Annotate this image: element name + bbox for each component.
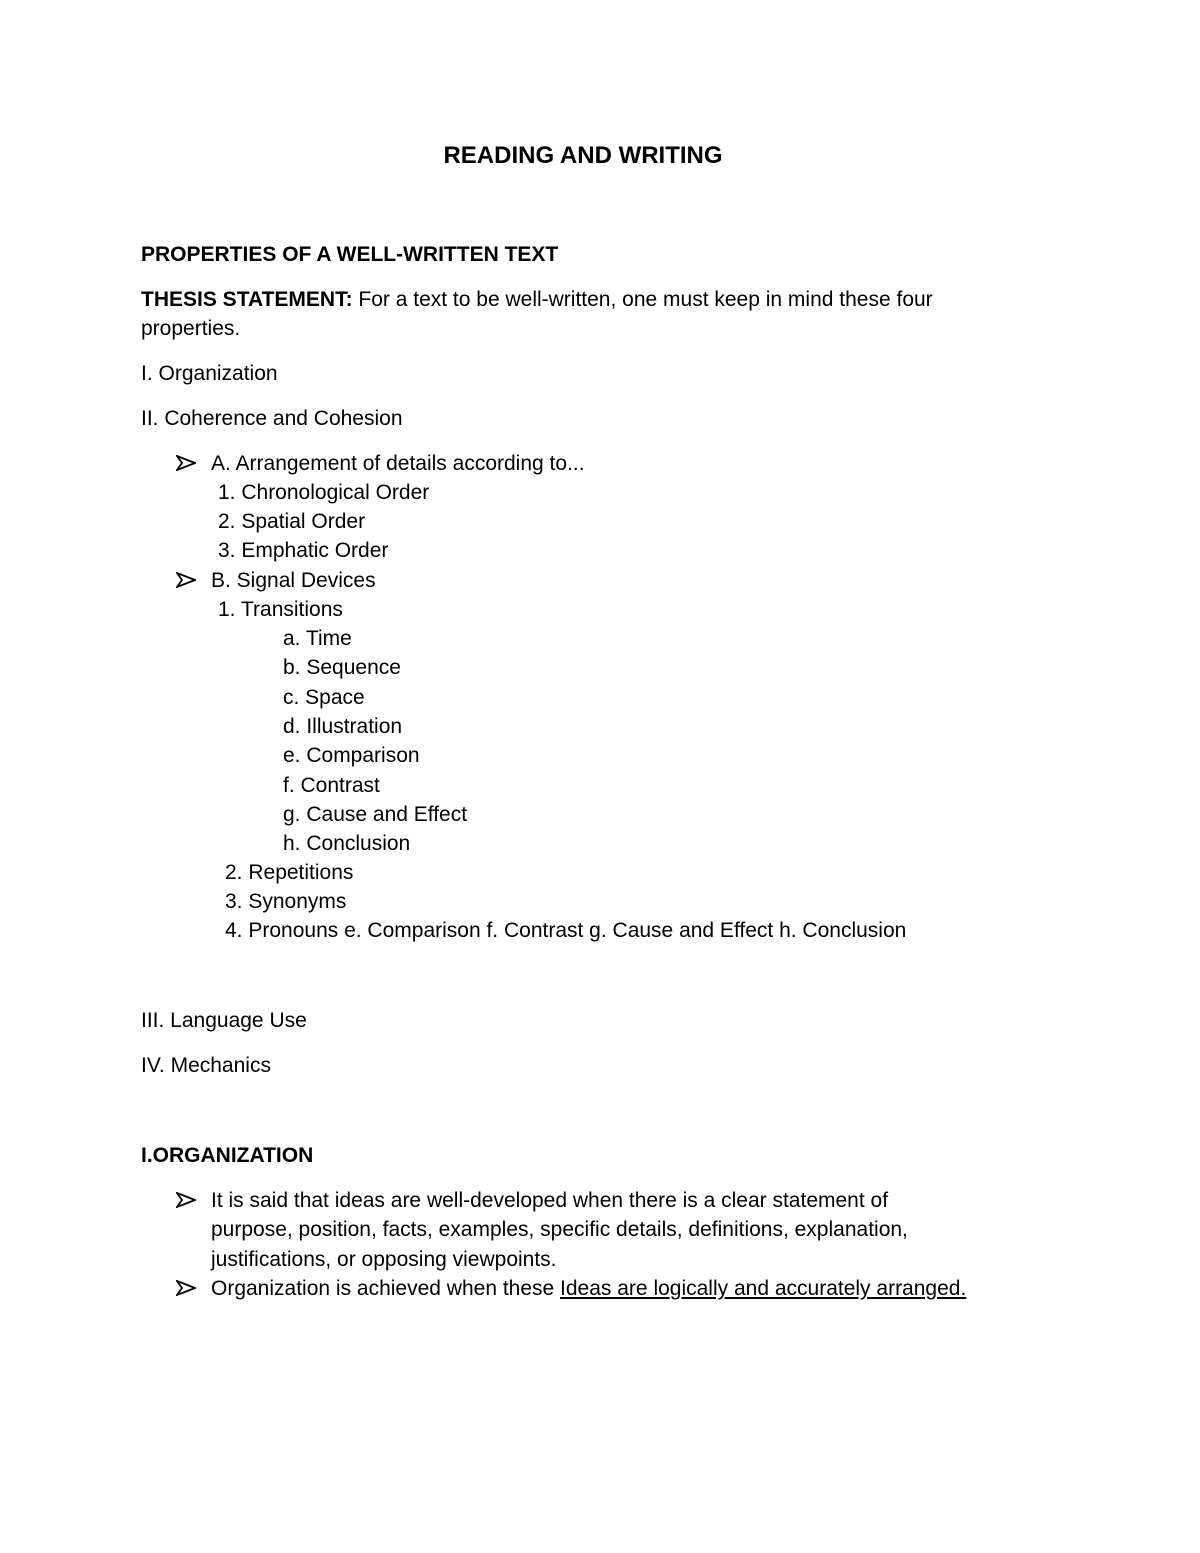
bullet1-line3: justifications, or opposing viewpoints. [211,1248,557,1271]
section-heading: PROPERTIES OF A WELL-WRITTEN TEXT [141,243,559,266]
outline-item-4: IV. Mechanics [141,1054,271,1077]
outline-sub-b: B. Signal Devices [211,569,376,592]
list-item: e. Comparison [283,744,420,767]
arrow-bullet-icon [176,449,198,478]
arrow-bullet-icon [176,1186,198,1215]
document-title: READING AND WRITING [443,142,723,169]
list-item: 3. Synonyms [225,890,347,913]
outline-item-3: III. Language Use [141,1009,307,1032]
list-item: 4. Pronouns e. Comparison f. Contrast g. Cause and Effect h. Conclusion [225,919,907,942]
bullet1-line1: It is said that ideas are well-developed when there is a clear statement of [211,1189,889,1212]
thesis-statement-line1 [141,285,933,314]
outline-item-2: II. Coherence and Cohesion [141,407,403,430]
outline-sub-a: A. Arrangement of details according to... [211,452,585,475]
thesis-label: THESIS STATEMENT: [141,288,353,311]
list-item: 1. Chronological Order [218,481,430,504]
bullet2-prefix: Organization is achieved when these [211,1277,561,1300]
list-item: d. Illustration [283,715,403,738]
list-item: 2. Spatial Order [218,510,366,533]
bullet2 [211,1274,966,1303]
list-item: c. Space [283,686,365,709]
organization-heading: I.ORGANIZATION [141,1144,314,1167]
list-item: b. Sequence [283,656,401,679]
list-item: a. Time [283,627,352,650]
bullet2-underlined: Ideas are logically and accurately arranged. [560,1277,967,1300]
list-item: 2. Repetitions [225,861,354,884]
bullet1-line2: purpose, position, facts, examples, specific details, definitions, explanation, [211,1218,908,1241]
list-item: h. Conclusion [283,832,411,855]
arrow-bullet-icon [176,1274,198,1303]
thesis-statement-line2: properties. [141,317,241,340]
list-item: g. Cause and Effect [283,803,468,826]
list-item: 3. Emphatic Order [218,539,389,562]
thesis-text: For a text to be well-written, one must keep in mind these four [352,288,933,311]
transitions-heading: 1. Transitions [218,598,343,621]
outline-item-1: I. Organization [141,362,278,385]
list-item: f. Contrast [283,774,380,797]
arrow-bullet-icon [176,566,198,595]
